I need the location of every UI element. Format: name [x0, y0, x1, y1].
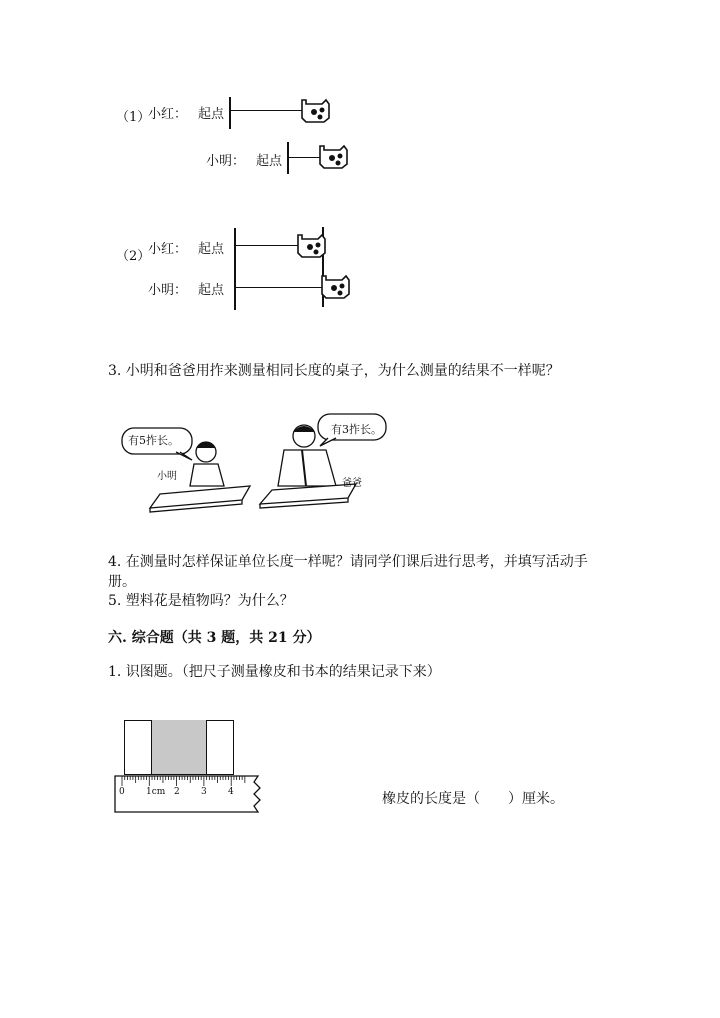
- child-speech-bubble-text: 有5拃长。: [128, 434, 179, 447]
- ruler-tick-label: 3: [201, 787, 207, 797]
- runner-shoe-icon: [318, 142, 350, 174]
- ruler: [114, 774, 266, 814]
- eraser-length-prompt: 橡皮的长度是（ ）厘米。: [382, 791, 564, 807]
- race-track: [230, 110, 304, 111]
- part1-row-b-start: 起点: [256, 154, 283, 169]
- ruler-tick-label: 4: [228, 787, 234, 797]
- part2-row-b-runner: 小明：: [148, 283, 188, 298]
- question-5-text: 5. 塑料花是植物吗？为什么？: [108, 593, 294, 609]
- start-line: [234, 228, 236, 310]
- ruler-tick-label: 1cm: [146, 787, 166, 797]
- father-name-label: 爸爸: [342, 478, 362, 489]
- part2-label: （2）: [116, 249, 151, 264]
- part1-label: （1）: [116, 110, 151, 125]
- runner-shoe-icon: [296, 231, 328, 263]
- part2-row-b-start: 起点: [198, 283, 225, 298]
- runner-shoe-icon: [320, 272, 352, 304]
- part1-row-a-runner: 小红：: [148, 107, 188, 122]
- father-speech-bubble-text: 有3拃长。: [331, 423, 382, 436]
- question-4-line-1: 4. 在测量时怎样保证单位长度一样呢？请同学们课后进行思考，并填写活动手: [108, 554, 588, 570]
- ruler-tick-label: 2: [174, 787, 180, 797]
- start-line: [229, 97, 231, 129]
- race-track: [288, 157, 321, 158]
- ruler-tick-label: 0: [119, 787, 125, 797]
- section-6-title: 六. 综合题（共 3 题，共 21 分）: [108, 630, 321, 646]
- race-track: [235, 287, 323, 288]
- child-name-label: 小明: [157, 471, 177, 482]
- runner-shoe-icon: [300, 96, 332, 128]
- part1-row-a-start: 起点: [198, 107, 225, 122]
- race-track: [235, 245, 301, 246]
- eraser-shaded: [151, 720, 207, 774]
- comp-question-1-text: 1. 识图题。（把尺子测量橡皮和书本的结果记录下来）: [108, 664, 441, 680]
- part2-row-a-runner: 小红：: [148, 242, 188, 257]
- part1-row-b-runner: 小明：: [206, 154, 246, 169]
- question-4-line-2: 册。: [108, 574, 136, 590]
- question-3-text: 3. 小明和爸爸用拃来测量相同长度的桌子，为什么测量的结果不一样呢？: [108, 363, 560, 379]
- part2-row-a-start: 起点: [198, 242, 225, 257]
